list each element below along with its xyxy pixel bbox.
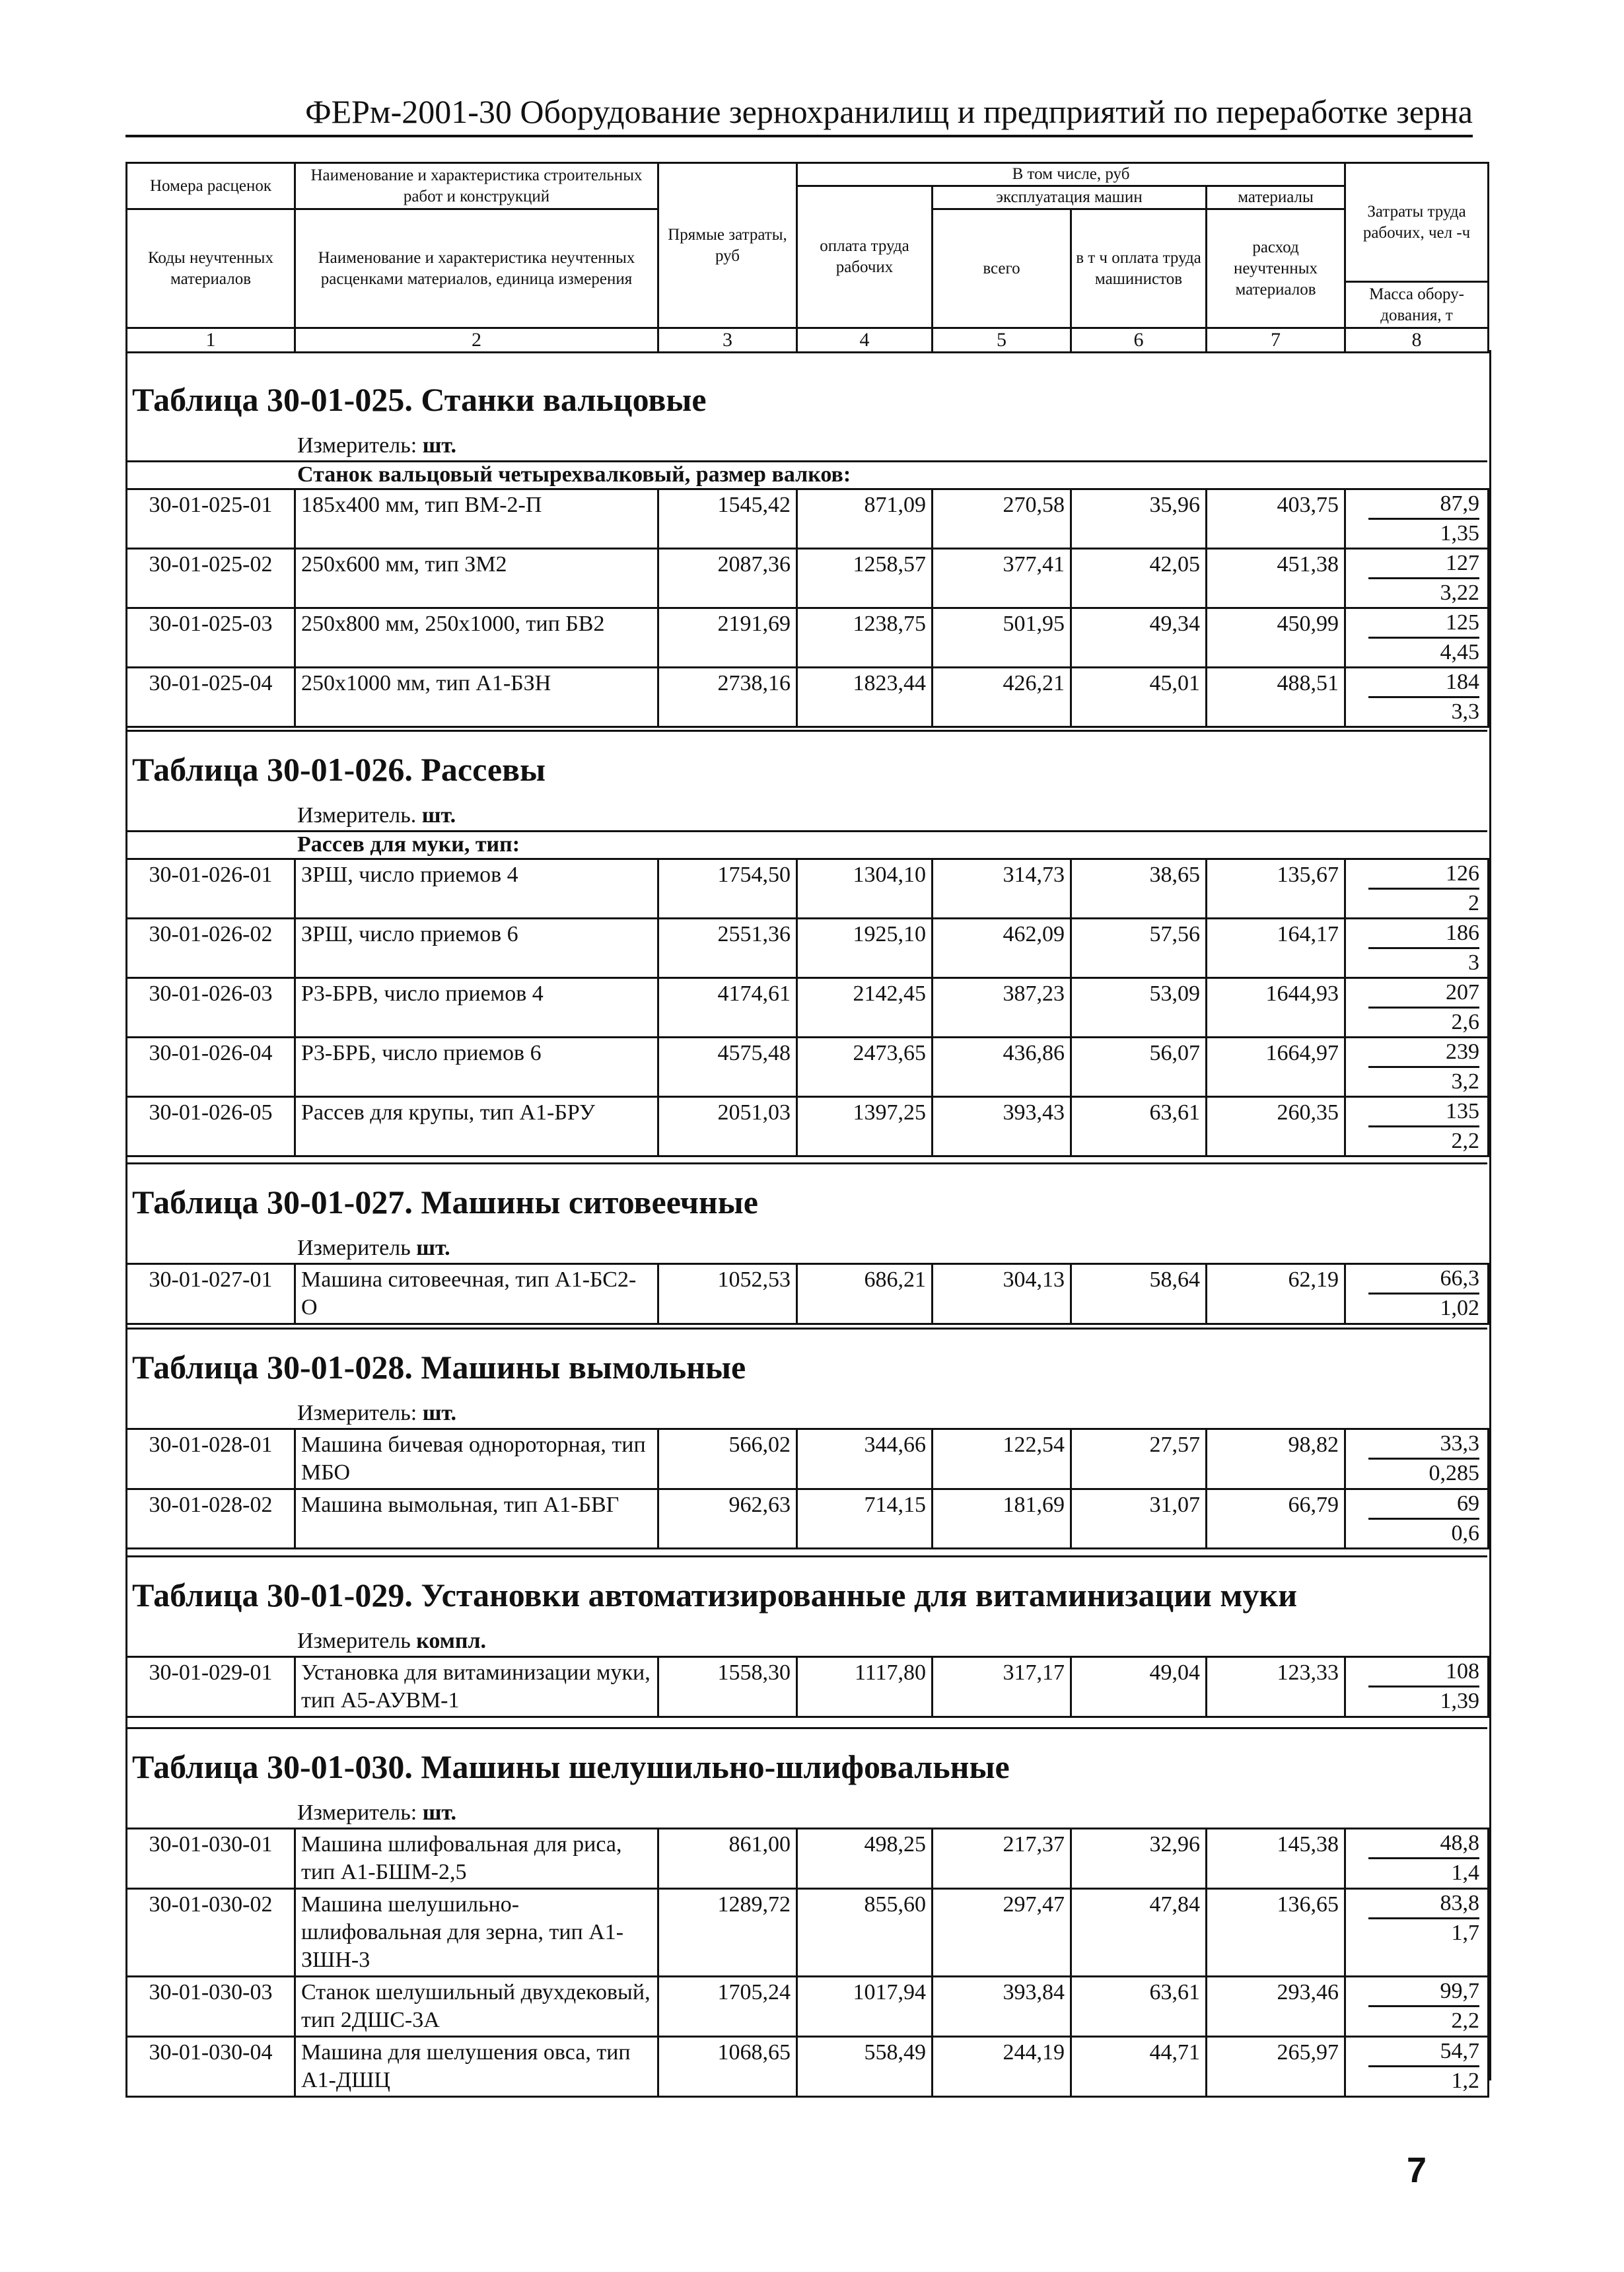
measure-value: шт. [422, 433, 457, 458]
rate-code: 30-01-030-01 [127, 1829, 295, 1889]
direct-cost: 1754,50 [658, 859, 797, 919]
labor-hours: 127 [1368, 550, 1479, 579]
item-name: Машина вымольная, тип А1-БВГ [295, 1489, 658, 1549]
labor-hours: 83,8 [1368, 1890, 1479, 1919]
rate-code: 30-01-026-03 [127, 978, 295, 1038]
labor-hours: 48,8 [1368, 1829, 1479, 1859]
labor-hours: 184 [1368, 668, 1479, 698]
table-row [127, 1977, 1489, 2037]
rate-rows-table [125, 858, 1489, 1157]
rate-code: 30-01-025-02 [127, 549, 295, 608]
machines-total: 244,19 [933, 2037, 1071, 2097]
table-row [127, 919, 1489, 978]
labor-pay: 1925,10 [797, 919, 933, 978]
equipment-mass: 2,6 [1451, 1010, 1479, 1034]
materials-cost: 488,51 [1207, 668, 1345, 727]
machines-total: 217,37 [933, 1829, 1071, 1889]
col-number: 3 [658, 328, 797, 353]
col-work-name-header: Наименование и характеристика строительных работ и конструкций [295, 163, 658, 209]
direct-cost: 1068,65 [658, 2037, 797, 2097]
labor-pay: 558,49 [797, 2037, 933, 2097]
machines-total: 462,09 [933, 919, 1071, 978]
labor-pay: 871,09 [797, 489, 933, 549]
rate-code: 30-01-026-01 [127, 859, 295, 919]
col-labor-hours-header: Затраты труда рабочих, чел -ч [1345, 163, 1489, 282]
measure-value: компл. [416, 1629, 487, 1653]
measure-value: шт. [422, 1401, 457, 1425]
col-machines-total-header: всего [933, 209, 1071, 328]
measure-label: Измеритель: [297, 1800, 417, 1825]
equipment-mass: 0,285 [1429, 1461, 1479, 1485]
col-number: 1 [127, 328, 295, 353]
labor-pay: 1238,75 [797, 608, 933, 668]
rate-rows-table [125, 1828, 1489, 2098]
item-name: Установка для витаминизации муки, тип А5-АУВМ-1 [295, 1657, 658, 1717]
col-material-consumption-header: расход неучтенных материалов [1207, 209, 1345, 328]
labor-mass-cell [1345, 1264, 1489, 1324]
direct-cost: 1705,24 [658, 1977, 797, 2037]
direct-cost: 861,00 [658, 1829, 797, 1889]
item-name: Машина бичевая однороторная, тип МБО [295, 1429, 658, 1489]
direct-cost: 4575,48 [658, 1038, 797, 1097]
labor-pay: 1397,25 [797, 1097, 933, 1156]
direct-cost: 2738,16 [658, 668, 797, 727]
machinist-pay: 58,64 [1071, 1264, 1207, 1324]
col-equipment-mass-header: Масса обору-дования, т [1345, 282, 1489, 328]
measure-label: Измеритель [297, 1629, 411, 1653]
machinist-pay: 47,84 [1071, 1889, 1207, 1977]
materials-cost: 293,46 [1207, 1977, 1345, 2037]
materials-cost: 135,67 [1207, 859, 1345, 919]
labor-mass-cell [1345, 1489, 1489, 1549]
measure-unit [297, 802, 456, 829]
direct-cost: 2551,36 [658, 919, 797, 978]
page-header-title: ФЕРм-2001-30 Оборудование зернохранилищ и предприятий по переработке зерна [125, 92, 1473, 137]
machines-total: 270,58 [933, 489, 1071, 549]
direct-cost: 2191,69 [658, 608, 797, 668]
labor-mass-cell [1345, 1097, 1489, 1156]
col-number: 4 [797, 328, 933, 353]
direct-cost: 1558,30 [658, 1657, 797, 1717]
machines-total: 387,23 [933, 978, 1071, 1038]
materials-cost: 450,99 [1207, 608, 1345, 668]
labor-pay: 855,60 [797, 1889, 933, 1977]
section-title: Таблица 30-01-027. Машины ситовеечные [132, 1184, 758, 1221]
labor-pay: 344,66 [797, 1429, 933, 1489]
direct-cost: 2087,36 [658, 549, 797, 608]
machines-total: 501,95 [933, 608, 1071, 668]
item-name: 250х1000 мм, тип А1-БЗН [295, 668, 658, 727]
item-name: 185х400 мм, тип ВМ-2-П [295, 489, 658, 549]
rate-code: 30-01-027-01 [127, 1264, 295, 1324]
equipment-mass: 0,6 [1451, 1521, 1479, 1545]
labor-hours: 33,3 [1368, 1430, 1479, 1460]
machinist-pay: 42,05 [1071, 549, 1207, 608]
labor-hours: 108 [1368, 1658, 1479, 1687]
rate-rows-table [125, 1428, 1489, 1549]
machines-total: 317,17 [933, 1657, 1071, 1717]
measure-label: Измеритель [297, 1236, 411, 1260]
item-name: Рассев для крупы, тип А1-БРУ [295, 1097, 658, 1156]
labor-pay: 1117,80 [797, 1657, 933, 1717]
measure-value: шт. [416, 1236, 450, 1260]
machines-total: 181,69 [933, 1489, 1071, 1549]
machinist-pay: 44,71 [1071, 2037, 1207, 2097]
machines-total: 297,47 [933, 1889, 1071, 1977]
table-row [127, 1889, 1489, 1977]
machinist-pay: 53,09 [1071, 978, 1207, 1038]
rate-rows-table [125, 1263, 1489, 1325]
machines-total: 426,21 [933, 668, 1071, 727]
rate-code: 30-01-030-03 [127, 1977, 295, 2037]
machinist-pay: 63,61 [1071, 1977, 1207, 2037]
item-name: ЗРШ, число приемов 6 [295, 919, 658, 978]
measure-value: шт. [421, 803, 456, 828]
section-divider [125, 1555, 1487, 1557]
rate-rows-table [125, 488, 1489, 728]
materials-cost: 164,17 [1207, 919, 1345, 978]
labor-mass-cell [1345, 489, 1489, 549]
labor-mass-cell [1345, 608, 1489, 668]
labor-mass-cell [1345, 549, 1489, 608]
labor-mass-cell [1345, 1657, 1489, 1717]
direct-cost: 566,02 [658, 1429, 797, 1489]
item-name: Машина шлифовальная для риса, тип А1-БШМ-2,5 [295, 1829, 658, 1889]
item-name: Р3-БРБ, число приемов 6 [295, 1038, 658, 1097]
labor-mass-cell [1345, 1429, 1489, 1489]
subheading: Рассев для муки, тип: [297, 832, 520, 857]
equipment-mass: 3,2 [1451, 1069, 1479, 1094]
table-row [127, 1489, 1489, 1549]
labor-hours: 186 [1368, 919, 1479, 949]
table-row [127, 1097, 1489, 1156]
labor-pay: 1017,94 [797, 1977, 933, 2037]
labor-hours: 87,9 [1368, 490, 1479, 520]
section-title: Таблица 30-01-030. Машины шелушильно-шлифовальные [132, 1748, 1010, 1785]
equipment-mass: 3,3 [1451, 699, 1479, 724]
page-number: 7 [1407, 2150, 1427, 2190]
equipment-mass: 1,4 [1451, 1861, 1479, 1885]
labor-pay: 2142,45 [797, 978, 933, 1038]
col-number: 6 [1071, 328, 1207, 353]
rate-code: 30-01-026-05 [127, 1097, 295, 1156]
section-divider [125, 1727, 1487, 1729]
section-title: Таблица 30-01-028. Машины вымольные [132, 1349, 746, 1386]
rate-code: 30-01-030-02 [127, 1889, 295, 1977]
col-machines-header: эксплуатация машин [933, 186, 1207, 209]
measure-unit [297, 1235, 450, 1261]
col-unaccounted-codes-header: Коды неучтенных материалов [127, 209, 295, 328]
rate-code: 30-01-028-01 [127, 1429, 295, 1489]
labor-mass-cell [1345, 919, 1489, 978]
measure-unit [297, 1800, 456, 1826]
rate-code: 30-01-026-04 [127, 1038, 295, 1097]
machines-total: 304,13 [933, 1264, 1071, 1324]
table-row [127, 668, 1489, 727]
labor-hours: 239 [1368, 1038, 1479, 1068]
direct-cost: 4174,61 [658, 978, 797, 1038]
equipment-mass: 1,02 [1440, 1296, 1479, 1320]
equipment-mass: 1,39 [1440, 1689, 1479, 1713]
machinist-pay: 56,07 [1071, 1038, 1207, 1097]
machinist-pay: 38,65 [1071, 859, 1207, 919]
section-divider [125, 730, 1487, 732]
col-labor-pay-header: оплата труда рабочих [797, 186, 933, 328]
labor-mass-cell [1345, 1829, 1489, 1889]
item-name: 250х800 мм, 250х1000, тип БВ2 [295, 608, 658, 668]
materials-cost: 451,38 [1207, 549, 1345, 608]
item-name: 250х600 мм, тип ЗМ2 [295, 549, 658, 608]
measure-label: Измеритель. [297, 803, 417, 828]
materials-cost: 403,75 [1207, 489, 1345, 549]
rate-code: 30-01-025-01 [127, 489, 295, 549]
direct-cost: 1052,53 [658, 1264, 797, 1324]
table-row [127, 978, 1489, 1038]
equipment-mass: 2,2 [1451, 2008, 1479, 2033]
materials-cost: 1644,93 [1207, 978, 1345, 1038]
measure-label: Измеритель: [297, 433, 417, 458]
materials-cost: 136,65 [1207, 1889, 1345, 1977]
labor-mass-cell [1345, 978, 1489, 1038]
equipment-mass: 2,2 [1451, 1129, 1479, 1153]
column-header-table [125, 162, 1489, 353]
machines-total: 314,73 [933, 859, 1071, 919]
rate-code: 30-01-026-02 [127, 919, 295, 978]
measure-unit [297, 1400, 456, 1427]
labor-hours: 125 [1368, 609, 1479, 639]
labor-pay: 498,25 [797, 1829, 933, 1889]
materials-cost: 123,33 [1207, 1657, 1345, 1717]
rate-code: 30-01-025-04 [127, 668, 295, 727]
materials-cost: 62,19 [1207, 1264, 1345, 1324]
direct-cost: 962,63 [658, 1489, 797, 1549]
machinist-pay: 49,34 [1071, 608, 1207, 668]
table-row [127, 859, 1489, 919]
labor-mass-cell [1345, 859, 1489, 919]
labor-pay: 1258,57 [797, 549, 933, 608]
rate-rows-table [125, 1656, 1489, 1718]
section-divider [125, 1328, 1487, 1330]
rate-code: 30-01-030-04 [127, 2037, 295, 2097]
item-name: Станок шелушильный двухдековый, тип 2ДШС-3А [295, 1977, 658, 2037]
col-number: 2 [295, 328, 658, 353]
item-name: ЗРШ, число приемов 4 [295, 859, 658, 919]
measure-unit [297, 433, 456, 459]
labor-mass-cell [1345, 1038, 1489, 1097]
equipment-mass: 1,7 [1451, 1921, 1479, 1945]
item-name: Машина ситовеечная, тип А1-БС2-О [295, 1264, 658, 1324]
equipment-mass: 1,2 [1451, 2069, 1479, 2093]
materials-cost: 98,82 [1207, 1429, 1345, 1489]
table-row [127, 1038, 1489, 1097]
measure-label: Измеритель: [297, 1401, 417, 1425]
labor-hours: 99,7 [1368, 1977, 1479, 2007]
materials-cost: 145,38 [1207, 1829, 1345, 1889]
equipment-mass: 2 [1468, 891, 1479, 915]
col-number: 7 [1207, 328, 1345, 353]
machines-total: 377,41 [933, 549, 1071, 608]
labor-hours: 66,3 [1368, 1265, 1479, 1295]
section-title: Таблица 30-01-025. Станки вальцовые [132, 381, 707, 418]
table-row [127, 489, 1489, 549]
section-divider [125, 1162, 1487, 1164]
machines-total: 393,43 [933, 1097, 1071, 1156]
measure-value: шт. [422, 1800, 457, 1825]
materials-cost: 66,79 [1207, 1489, 1345, 1549]
machines-total: 122,54 [933, 1429, 1071, 1489]
col-materials-header: материалы [1207, 186, 1345, 209]
machinist-pay: 27,57 [1071, 1429, 1207, 1489]
col-machinist-pay-header: в т ч оплата труда машинистов [1071, 209, 1207, 328]
machinist-pay: 31,07 [1071, 1489, 1207, 1549]
rate-code: 30-01-025-03 [127, 608, 295, 668]
section-title: Таблица 30-01-029. Установки автоматизированные для витаминизации муки [132, 1577, 1298, 1614]
machinist-pay: 57,56 [1071, 919, 1207, 978]
labor-mass-cell [1345, 2037, 1489, 2097]
direct-cost: 2051,03 [658, 1097, 797, 1156]
col-number: 5 [933, 328, 1071, 353]
table-row [127, 1657, 1489, 1717]
labor-pay: 2473,65 [797, 1038, 933, 1097]
machines-total: 393,84 [933, 1977, 1071, 2037]
labor-mass-cell [1345, 1977, 1489, 2037]
section-title: Таблица 30-01-026. Рассевы [132, 751, 546, 788]
col-group-header: В том числе, руб [797, 163, 1345, 186]
machinist-pay: 35,96 [1071, 489, 1207, 549]
table-row [127, 608, 1489, 668]
equipment-mass: 4,45 [1440, 640, 1479, 664]
labor-hours: 126 [1368, 860, 1479, 890]
item-name: Машина для шелушения овса, тип А1-ДШЦ [295, 2037, 658, 2097]
labor-pay: 714,15 [797, 1489, 933, 1549]
materials-cost: 265,97 [1207, 2037, 1345, 2097]
table-row [127, 2037, 1489, 2097]
table-row [127, 1829, 1489, 1889]
table-row [127, 1429, 1489, 1489]
labor-pay: 686,21 [797, 1264, 933, 1324]
materials-cost: 1664,97 [1207, 1038, 1345, 1097]
machinist-pay: 32,96 [1071, 1829, 1207, 1889]
labor-pay: 1304,10 [797, 859, 933, 919]
equipment-mass: 3,22 [1440, 581, 1479, 605]
materials-cost: 260,35 [1207, 1097, 1345, 1156]
measure-unit [297, 1628, 486, 1654]
labor-pay: 1823,44 [797, 668, 933, 727]
col-material-name-header: Наименование и характеристика неучтенных расценками материалов, единица измерения [295, 209, 658, 328]
item-name: Машина шелушильно-шлифовальная для зерна, тип А1-ЗШН-3 [295, 1889, 658, 1977]
direct-cost: 1545,42 [658, 489, 797, 549]
equipment-mass: 3 [1468, 950, 1479, 975]
labor-mass-cell [1345, 1889, 1489, 1977]
labor-hours: 54,7 [1368, 2038, 1479, 2067]
labor-hours: 207 [1368, 979, 1479, 1009]
table-row [127, 1264, 1489, 1324]
col-direct-cost-header: Прямые затраты, руб [658, 163, 797, 328]
labor-mass-cell [1345, 668, 1489, 727]
labor-hours: 135 [1368, 1098, 1479, 1127]
labor-hours: 69 [1368, 1490, 1479, 1520]
direct-cost: 1289,72 [658, 1889, 797, 1977]
machinist-pay: 49,04 [1071, 1657, 1207, 1717]
machines-total: 436,86 [933, 1038, 1071, 1097]
machinist-pay: 45,01 [1071, 668, 1207, 727]
item-name: Р3-БРВ, число приемов 4 [295, 978, 658, 1038]
table-row [127, 549, 1489, 608]
rate-code: 30-01-029-01 [127, 1657, 295, 1717]
col-rate-number-header: Номера расценок [127, 163, 295, 209]
rate-code: 30-01-028-02 [127, 1489, 295, 1549]
subheading: Станок вальцовый четырехвалковый, размер валков: [297, 462, 851, 487]
machinist-pay: 63,61 [1071, 1097, 1207, 1156]
equipment-mass: 1,35 [1440, 521, 1479, 546]
col-number: 8 [1345, 328, 1489, 353]
